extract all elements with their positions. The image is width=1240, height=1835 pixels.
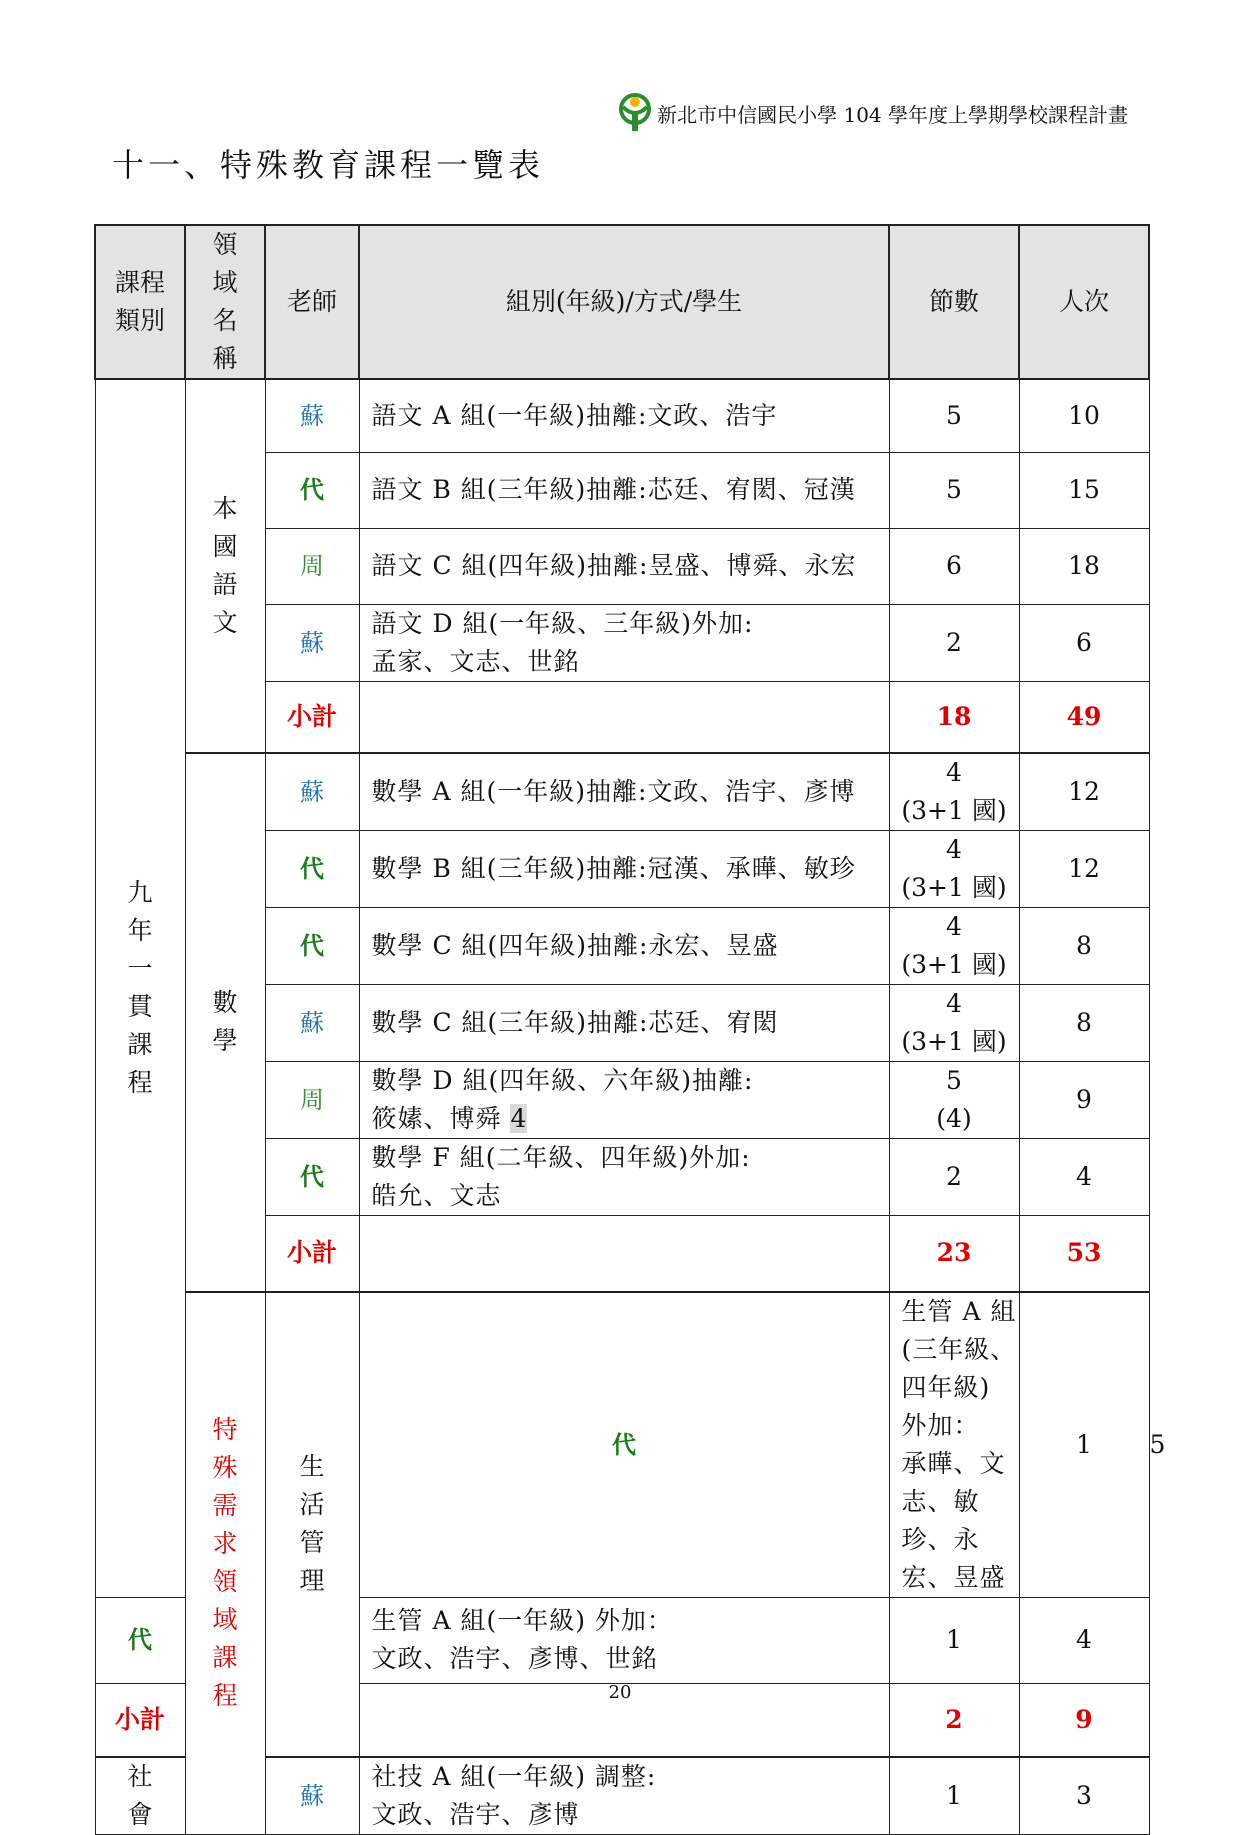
group-line-2: 孟家、文志、世銘 — [371, 646, 580, 676]
sessions-cell: 2 — [889, 604, 1019, 681]
sessions-cell: 4 (3+1 國) — [889, 831, 1019, 908]
count-cell: 8 — [1019, 985, 1149, 1062]
group-cell: 數學 A 組(一年級)抽離:文政、浩宇、彥博 — [359, 753, 889, 831]
sessions-cell: 4 (3+1 國) — [889, 753, 1019, 831]
teacher-cell: 代 — [359, 1292, 889, 1598]
teacher-cell: 蘇 — [265, 379, 359, 452]
sessions-cell: 1 — [889, 1757, 1019, 1835]
col-header-category: 課程 類別 — [95, 225, 185, 379]
table-row — [95, 379, 1149, 452]
col-header-group: 組別(年級)/方式/學生 — [359, 225, 889, 379]
count-cell: 18 — [1019, 528, 1149, 604]
count-cell: 15 — [1019, 452, 1149, 528]
group-cell — [359, 1139, 889, 1216]
group-line-1: 數學 F 組(二年級、四年級)外加: — [371, 1143, 751, 1172]
domain-cell: 數 學 — [185, 753, 265, 1292]
group-line-1: 數學 D 組(四年級、六年級)抽離: — [371, 1066, 754, 1095]
subtotal-label: 小計 — [265, 1216, 359, 1292]
domain-cell: 社 會 — [95, 1757, 185, 1835]
count-cell: 10 — [1019, 379, 1149, 452]
group-cell: 數學 C 組(四年級)抽離:永宏、昱盛 — [359, 908, 889, 985]
group-cell: 語文 B 組(三年級)抽離:芯廷、宥閎、冠漢 — [359, 452, 889, 528]
teacher-cell: 周 — [265, 1062, 359, 1139]
teacher-cell: 代 — [265, 452, 359, 528]
group-line-1: 生管 A 組(三年級、四年級) 外加： — [901, 1296, 1017, 1440]
highlight-mark: 4 — [510, 1104, 528, 1133]
teacher-cell: 周 — [265, 528, 359, 604]
teacher-cell: 蘇 — [265, 753, 359, 831]
group-line-2: 承曄、文志、敏珍、永宏、昱盛 — [901, 1448, 1006, 1592]
group-line-2: 皓允、文志 — [371, 1181, 502, 1210]
count-cell: 3 — [1019, 1757, 1149, 1835]
sessions-cell: 5 — [889, 379, 1019, 452]
teacher-cell: 代 — [95, 1597, 185, 1683]
group-cell: 語文 A 組(一年級)抽離:文政、浩宇 — [359, 379, 889, 452]
subtotal-count: 53 — [1019, 1216, 1149, 1292]
header-row — [95, 225, 1149, 379]
subtotal-label: 小計 — [265, 681, 359, 753]
count-cell: 6 — [1019, 604, 1149, 681]
school-logo-icon — [615, 93, 655, 133]
group-cell — [359, 1757, 889, 1835]
col-header-count: 人次 — [1019, 225, 1149, 379]
count-cell: 9 — [1019, 1062, 1149, 1139]
subtotal-sessions: 23 — [889, 1216, 1019, 1292]
sessions-cell: 1 — [889, 1597, 1019, 1683]
sessions-cell: 4 (3+1 國) — [889, 985, 1019, 1062]
page-number: 20 — [608, 1682, 632, 1703]
domain-cell: 本 國 語 文 — [185, 379, 265, 753]
subtotal-sessions: 18 — [889, 681, 1019, 753]
category-cell: 九 年 一 貫 課 程 — [95, 379, 185, 1597]
teacher-cell: 蘇 — [265, 1757, 359, 1835]
teacher-cell: 代 — [265, 1139, 359, 1216]
count-cell: 4 — [1019, 1139, 1149, 1216]
subtotal-count: 9 — [1019, 1683, 1149, 1757]
page-title: 十一、特殊教育課程一覽表 — [112, 146, 545, 184]
sessions-cell: 4 (3+1 國) — [889, 908, 1019, 985]
sessions-cell: 6 — [889, 528, 1019, 604]
col-header-teacher: 老師 — [265, 225, 359, 379]
teacher-cell: 蘇 — [265, 604, 359, 681]
group-cell — [359, 1597, 889, 1683]
subtotal-label: 小計 — [95, 1683, 185, 1757]
group-cell: 數學 B 組(三年級)抽離:冠漢、承曄、敏珍 — [359, 831, 889, 908]
group-cell — [359, 1062, 889, 1139]
group-line-1: 語文 D 組(一年級、三年級)外加: — [371, 608, 754, 638]
category-cell: 特 殊 需 求 領 域 課 程 — [185, 1292, 265, 1835]
group-line-2: 文政、浩宇、彥博、世銘 — [371, 1644, 658, 1673]
count-cell: 4 — [1019, 1597, 1149, 1683]
table-row: 特 殊 需 求 領 域 課 程 生 活 管 理 代 生管 A 組(三年級、四年級) 外加： 承曄、文志、敏珍、永宏、昱盛 1 5 — [95, 1292, 1149, 1598]
group-line-1: 生管 A 組(一年級) 外加： — [371, 1606, 673, 1635]
subtotal-empty — [359, 681, 889, 753]
group-cell: 語文 C 組(四年級)抽離:昱盛、博舜、永宏 — [359, 528, 889, 604]
count-cell: 12 — [1019, 753, 1149, 831]
sessions-cell: 2 — [889, 1139, 1019, 1216]
group-line-1: 社技 A 組(一年級) 調整: — [371, 1762, 657, 1791]
col-header-domain: 領 域 名 稱 — [185, 225, 265, 379]
subtotal-sessions: 2 — [889, 1683, 1019, 1757]
teacher-cell: 代 — [265, 908, 359, 985]
header-text: 新北市中信國民小學 104 學年度上學期學校課程計畫 — [657, 102, 1128, 127]
special-education-course-table — [94, 224, 1166, 1835]
teacher-cell: 蘇 — [265, 985, 359, 1062]
document-header — [615, 93, 1128, 133]
subtotal-count: 49 — [1019, 681, 1149, 753]
teacher-cell: 代 — [265, 831, 359, 908]
subtotal-empty — [359, 1216, 889, 1292]
sessions-cell: 1 — [1019, 1292, 1149, 1598]
group-line-2: 筱嫊、博舜 4 — [371, 1104, 528, 1133]
group-line-2: 文政、浩宇、彥博 — [371, 1800, 580, 1829]
count-cell: 12 — [1019, 831, 1149, 908]
domain-cell: 生 活 管 理 — [265, 1292, 359, 1758]
group-cell — [889, 1292, 1019, 1598]
group-cell: 數學 C 組(三年級)抽離:芯廷、宥閎 — [359, 985, 889, 1062]
sessions-cell: 5 (4) — [889, 1062, 1019, 1139]
col-header-sessions: 節數 — [889, 225, 1019, 379]
sessions-cell: 5 — [889, 452, 1019, 528]
table-row — [95, 753, 1149, 831]
count-cell: 8 — [1019, 908, 1149, 985]
group-cell — [359, 604, 889, 681]
